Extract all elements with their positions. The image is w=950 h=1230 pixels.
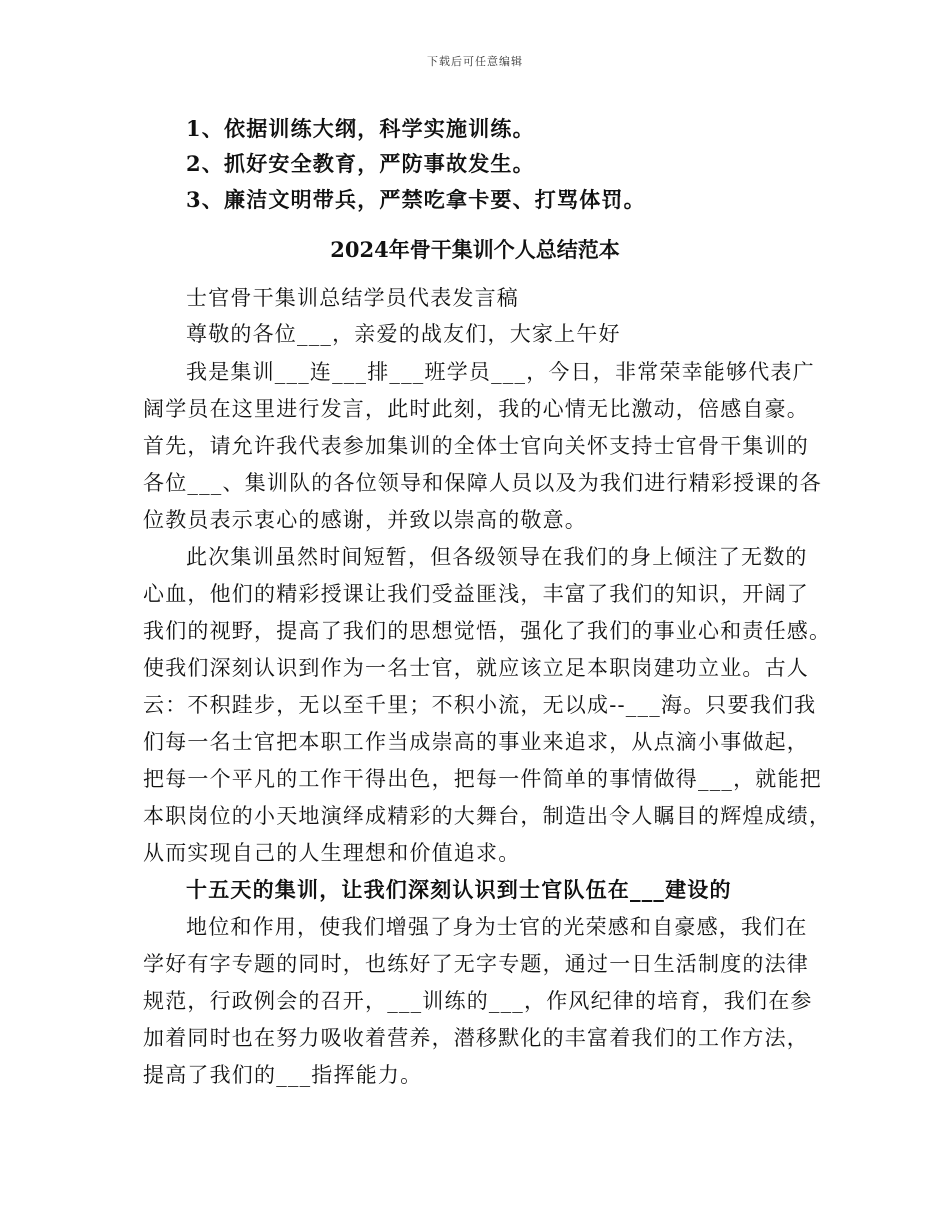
paragraph-line: 把每一个平凡的工作干得出色，把每一件简单的事情做得___，就能把 <box>143 767 822 791</box>
subtitle: 士官骨干集训总结学员代表发言稿 <box>186 286 519 310</box>
paragraph-line: 提高了我们的___指挥能力。 <box>143 1063 423 1087</box>
paragraph-line: 云：不积跬步，无以至千里；不积小流，无以成--___海。只要我们我 <box>143 693 817 717</box>
paragraph-line: 地位和作用，使我们增强了身为士官的光荣感和自豪感，我们在 <box>186 915 808 939</box>
paragraph-line: 各位___、集训队的各位领导和保障人员以及为我们进行精彩授课的各 <box>143 471 822 495</box>
paragraph-line: 本职岗位的小天地演绎成精彩的大舞台，制造出令人瞩目的辉煌成绩， <box>143 804 832 828</box>
paragraph-line: 规范，行政例会的召开，___训练的___，作风纪律的培育，我们在参 <box>143 989 813 1013</box>
list-item: 3、廉洁文明带兵，严禁吃拿卡要、打骂体罚。 <box>186 187 646 212</box>
bold-line: 十五天的集训，让我们深刻认识到士官队伍在___建设的 <box>186 877 732 902</box>
paragraph-line: 我是集训___连___排___班学员___，今日，非常荣幸能够代表广 <box>186 360 815 384</box>
paragraph-line: 我们的视野，提高了我们的思想觉悟，强化了我们的事业心和责任感。 <box>143 619 832 643</box>
paragraph-line: 学好有字专题的同时，也练好了无字专题，通过一日生活制度的法律 <box>143 952 809 976</box>
paragraph-line: 首先，请允许我代表参加集训的全体士官向关怀支持士官骨干集训的 <box>143 434 809 458</box>
paragraph-line: 阔学员在这里进行发言，此时此刻，我的心情无比激动，倍感自豪。 <box>143 397 809 421</box>
list-item: 1、依据训练大纲，科学实施训练。 <box>186 116 535 141</box>
paragraph-line: 们每一名士官把本职工作当成崇高的事业来追求，从点滴小事做起， <box>143 730 809 754</box>
paragraph-line: 从而实现自己的人生理想和价值追求。 <box>143 841 521 865</box>
document-title: 2024年骨干集训个人总结范本 <box>330 237 620 262</box>
page-header: 下载后可任意编辑 <box>427 55 523 68</box>
paragraph-line: 使我们深刻认识到作为一名士官，就应该立足本职岗建功立业。古人 <box>143 656 809 680</box>
paragraph-line: 加着同时也在努力吸收着营养，潜移默化的丰富着我们的工作方法， <box>143 1026 809 1050</box>
greeting: 尊敬的各位___，亲爱的战友们，大家上午好 <box>186 322 621 346</box>
paragraph-line: 此次集训虽然时间短暂，但各级领导在我们的身上倾注了无数的 <box>186 545 808 569</box>
list-item: 2、抓好安全教育，严防事故发生。 <box>186 151 535 176</box>
paragraph-line: 位教员表示衷心的感谢，并致以崇高的敬意。 <box>143 508 587 532</box>
paragraph-line: 心血，他们的精彩授课让我们受益匪浅，丰富了我们的知识，开阔了 <box>143 582 809 606</box>
